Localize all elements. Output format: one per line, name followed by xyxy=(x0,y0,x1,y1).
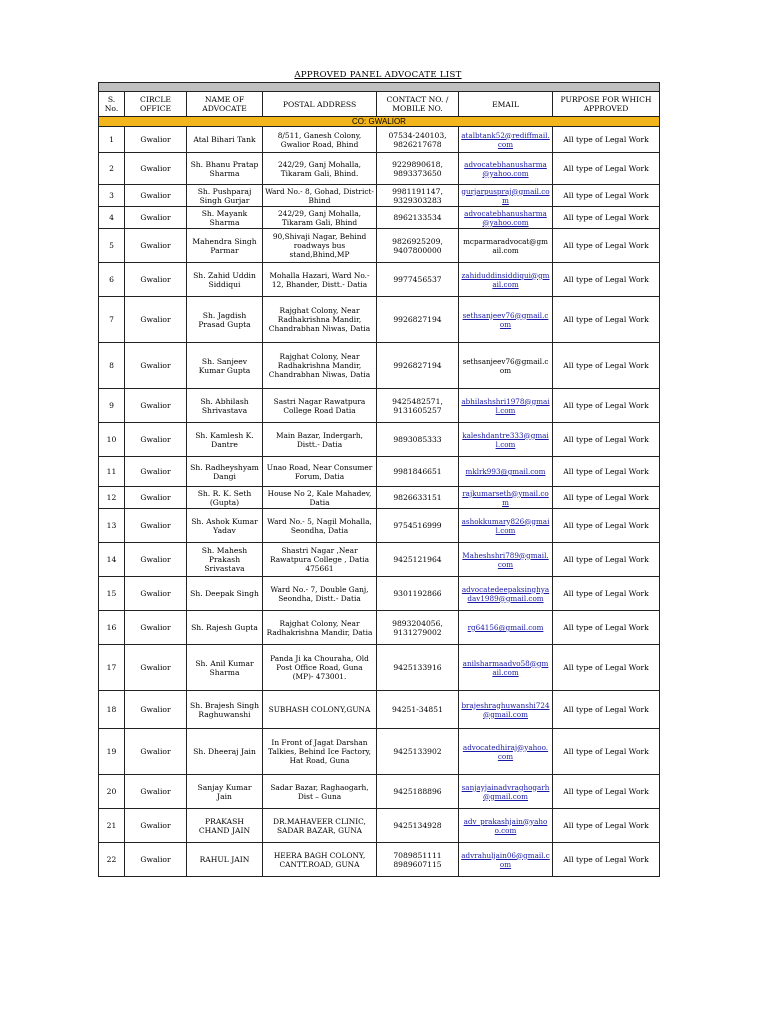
cell-contact: 9977456537 xyxy=(377,263,459,297)
table-row xyxy=(99,487,660,509)
cell-name: Sh. Rajesh Gupta xyxy=(187,611,263,645)
cell-name: Sh. Kamlesh K. Dantre xyxy=(187,423,263,457)
cell-address: Ward No.- 5, Nagil Mohalla, Seondha, Datia xyxy=(263,509,377,543)
cell-email[interactable]: rajkumarseth@ymail.com xyxy=(459,487,553,509)
cell-sno: 17 xyxy=(99,645,125,691)
cell-email[interactable]: zahiduddinsiddiqui@gmail.com xyxy=(459,263,553,297)
table-row xyxy=(99,153,660,185)
cell-address: 90,Shivaji Nagar, Behind roadways bus stand,Bhind,MP xyxy=(263,229,377,263)
cell-address: 242/29, Ganj Mohalla, Tikaram Gali, Bhind. xyxy=(263,153,377,185)
cell-sno: 6 xyxy=(99,263,125,297)
cell-purpose: All type of Legal Work xyxy=(553,343,660,389)
table-row xyxy=(99,207,660,229)
table-row xyxy=(99,457,660,487)
header-circle-office: CIRCLE OFFICE xyxy=(125,92,187,117)
cell-contact: 9926827194 xyxy=(377,297,459,343)
cell-contact: 9425134928 xyxy=(377,809,459,843)
header-purpose: PURPOSE FOR WHICH APPROVED xyxy=(553,92,660,117)
cell-name: Sh. Anil Kumar Sharma xyxy=(187,645,263,691)
cell-office: Gwalior xyxy=(125,153,187,185)
cell-email: mcparmaradvocat@gmail.com xyxy=(459,229,553,263)
table-row xyxy=(99,423,660,457)
table-row xyxy=(99,389,660,423)
cell-contact: 8962133534 xyxy=(377,207,459,229)
table-row xyxy=(99,509,660,543)
cell-purpose: All type of Legal Work xyxy=(553,153,660,185)
cell-office: Gwalior xyxy=(125,645,187,691)
cell-address: Unao Road, Near Consumer Forum, Datia xyxy=(263,457,377,487)
cell-contact: 9301192866 xyxy=(377,577,459,611)
cell-sno: 7 xyxy=(99,297,125,343)
cell-office: Gwalior xyxy=(125,185,187,207)
cell-purpose: All type of Legal Work xyxy=(553,127,660,153)
cell-name: Sh. Mayank Sharma xyxy=(187,207,263,229)
cell-sno: 13 xyxy=(99,509,125,543)
header-address: POSTAL ADDRESS xyxy=(263,92,377,117)
cell-contact: 07534-240103, 9826217678 xyxy=(377,127,459,153)
cell-sno: 5 xyxy=(99,229,125,263)
header-sno: S. No. xyxy=(99,92,125,117)
header-name: NAME OF ADVOCATE xyxy=(187,92,263,117)
table-row xyxy=(99,729,660,775)
cell-purpose: All type of Legal Work xyxy=(553,729,660,775)
cell-contact: 9229890618, 9893373650 xyxy=(377,153,459,185)
cell-email[interactable]: rg64156@gmail.com xyxy=(459,611,553,645)
cell-sno: 12 xyxy=(99,487,125,509)
cell-office: Gwalior xyxy=(125,775,187,809)
cell-email[interactable]: mklrk993@gmail.com xyxy=(459,457,553,487)
cell-purpose: All type of Legal Work xyxy=(553,457,660,487)
cell-name: Sh. Radheyshyam Dangi xyxy=(187,457,263,487)
cell-sno: 9 xyxy=(99,389,125,423)
cell-email[interactable]: kaleshdantre333@gmail.com xyxy=(459,423,553,457)
cell-sno: 18 xyxy=(99,691,125,729)
cell-address: HEERA BAGH COLONY, CANTT.ROAD, GUNA xyxy=(263,843,377,877)
cell-office: Gwalior xyxy=(125,543,187,577)
cell-sno: 4 xyxy=(99,207,125,229)
cell-office: Gwalior xyxy=(125,487,187,509)
cell-office: Gwalior xyxy=(125,577,187,611)
cell-purpose: All type of Legal Work xyxy=(553,229,660,263)
table-row xyxy=(99,809,660,843)
cell-address: Rajghat Colony, Near Radhakrishna Mandir, Datia xyxy=(263,611,377,645)
cell-sno: 19 xyxy=(99,729,125,775)
cell-office: Gwalior xyxy=(125,263,187,297)
cell-purpose: All type of Legal Work xyxy=(553,185,660,207)
table-row xyxy=(99,297,660,343)
cell-sno: 3 xyxy=(99,185,125,207)
cell-name: Sh. Ashok Kumar Yadav xyxy=(187,509,263,543)
cell-name: Sh. R. K. Seth (Gupta) xyxy=(187,487,263,509)
cell-contact: 9981191147, 9329303283 xyxy=(377,185,459,207)
header-band xyxy=(99,83,660,92)
cell-purpose: All type of Legal Work xyxy=(553,843,660,877)
table-row xyxy=(99,263,660,297)
cell-purpose: All type of Legal Work xyxy=(553,263,660,297)
cell-contact: 9425188896 xyxy=(377,775,459,809)
table-row xyxy=(99,577,660,611)
cell-purpose: All type of Legal Work xyxy=(553,691,660,729)
table-row xyxy=(99,843,660,877)
cell-name: Sh. Dheeraj Jain xyxy=(187,729,263,775)
cell-sno: 21 xyxy=(99,809,125,843)
cell-address: Main Bazar, Indergarh, Distt.- Datia xyxy=(263,423,377,457)
cell-name: Sh. Deepak Singh xyxy=(187,577,263,611)
table-body xyxy=(99,83,660,877)
cell-purpose: All type of Legal Work xyxy=(553,509,660,543)
cell-contact: 7089851111 8989607115 xyxy=(377,843,459,877)
cell-address: Ward No.- 8, Gohad, District- Bhind xyxy=(263,185,377,207)
cell-address: Sastri Nagar Rawatpura College Road Datia xyxy=(263,389,377,423)
table-row xyxy=(99,691,660,729)
cell-address: Rajghat Colony, Near Radhakrishna Mandir, Chandrabhan Niwas, Datia xyxy=(263,343,377,389)
cell-contact: 9826633151 xyxy=(377,487,459,509)
cell-name: RAHUL JAIN xyxy=(187,843,263,877)
cell-purpose: All type of Legal Work xyxy=(553,207,660,229)
cell-name: Sh. Abhilash Shrivastava xyxy=(187,389,263,423)
cell-name: PRAKASH CHAND JAIN xyxy=(187,809,263,843)
cell-purpose: All type of Legal Work xyxy=(553,611,660,645)
cell-contact: 9981846651 xyxy=(377,457,459,487)
cell-sno: 8 xyxy=(99,343,125,389)
cell-name: Sh. Mahesh Prakash Srivastava xyxy=(187,543,263,577)
table-row xyxy=(99,185,660,207)
cell-sno: 2 xyxy=(99,153,125,185)
cell-email[interactable]: sanjayjainadvraghogarh@gmail.com xyxy=(459,775,553,809)
cell-contact: 94251-34851 xyxy=(377,691,459,729)
cell-email[interactable]: Maheshshri789@gmail.com xyxy=(459,543,553,577)
cell-name: Sh. Bhanu Pratap Sharma xyxy=(187,153,263,185)
cell-sno: 16 xyxy=(99,611,125,645)
cell-office: Gwalior xyxy=(125,343,187,389)
cell-purpose: All type of Legal Work xyxy=(553,487,660,509)
cell-purpose: All type of Legal Work xyxy=(553,577,660,611)
advocate-table xyxy=(98,82,660,877)
cell-address: DR.MAHAVEER CLINIC, SADAR BAZAR, GUNA xyxy=(263,809,377,843)
cell-contact: 9926827194 xyxy=(377,343,459,389)
cell-name: Mahendra Singh Parmar xyxy=(187,229,263,263)
cell-office: Gwalior xyxy=(125,229,187,263)
cell-name: Sh. Brajesh Singh Raghuwanshi xyxy=(187,691,263,729)
table-row xyxy=(99,775,660,809)
cell-address: 242/29, Ganj Mohalla, Tikaram Gali, Bhind xyxy=(263,207,377,229)
cell-office: Gwalior xyxy=(125,207,187,229)
cell-purpose: All type of Legal Work xyxy=(553,543,660,577)
cell-contact: 9826925209, 9407800000 xyxy=(377,229,459,263)
cell-name: Sanjay Kumar Jain xyxy=(187,775,263,809)
cell-contact: 9425482571, 9131605257 xyxy=(377,389,459,423)
cell-name: Sh. Sanjeev Kumar Gupta xyxy=(187,343,263,389)
header-email: EMAIL xyxy=(459,92,553,117)
table-row xyxy=(99,229,660,263)
cell-address: Ward No.- 7, Double Ganj, Seondha, Distt.- Datia xyxy=(263,577,377,611)
cell-email[interactable]: advocatedeepaksinghyadav1989@gmail.com xyxy=(459,577,553,611)
cell-email[interactable]: anilsharmaadvo58@gmail.com xyxy=(459,645,553,691)
cell-address: Rajghat Colony, Near Radhakrishna Mandir, Chandrabhan Niwas, Datia xyxy=(263,297,377,343)
cell-name: Atal Bihari Tank xyxy=(187,127,263,153)
header-contact: CONTACT NO. / MOBILE NO. xyxy=(377,92,459,117)
cell-email[interactable]: ashokkumary826@gmail.com xyxy=(459,509,553,543)
cell-purpose: All type of Legal Work xyxy=(553,389,660,423)
cell-office: Gwalior xyxy=(125,297,187,343)
cell-purpose: All type of Legal Work xyxy=(553,809,660,843)
cell-contact: 9754516999 xyxy=(377,509,459,543)
cell-name: Sh. Pushparaj Singh Gurjar xyxy=(187,185,263,207)
cell-purpose: All type of Legal Work xyxy=(553,645,660,691)
cell-contact: 9425121964 xyxy=(377,543,459,577)
cell-office: Gwalior xyxy=(125,691,187,729)
cell-contact: 9425133902 xyxy=(377,729,459,775)
cell-sno: 20 xyxy=(99,775,125,809)
cell-address: House No 2, Kale Mahadev, Datia xyxy=(263,487,377,509)
cell-sno: 11 xyxy=(99,457,125,487)
cell-address: Mohalla Hazari, Ward No.- 12, Bhander, Distt.- Datia xyxy=(263,263,377,297)
cell-address: 8/511, Ganesh Colony, Gwalior Road, Bhind xyxy=(263,127,377,153)
cell-address: SUBHASH COLONY,GUNA xyxy=(263,691,377,729)
cell-email[interactable]: advocatebhanusharma@yahoo.com xyxy=(459,153,553,185)
cell-email[interactable]: abhilashshri1978@gmail.com xyxy=(459,389,553,423)
table-header-row xyxy=(99,92,660,117)
cell-office: Gwalior xyxy=(125,509,187,543)
cell-name: Sh. Zahid Uddin Siddiqui xyxy=(187,263,263,297)
header-band-cell xyxy=(99,83,660,92)
cell-office: Gwalior xyxy=(125,457,187,487)
cell-contact: 9893085333 xyxy=(377,423,459,457)
cell-purpose: All type of Legal Work xyxy=(553,297,660,343)
cell-email[interactable]: atalbtank52@rediffmail.com xyxy=(459,127,553,153)
cell-office: Gwalior xyxy=(125,611,187,645)
cell-email[interactable]: advrahuljain06@gmail.com xyxy=(459,843,553,877)
cell-contact: 9425133916 xyxy=(377,645,459,691)
cell-email[interactable]: brajeshraghuwanshi724@gmail.com xyxy=(459,691,553,729)
cell-office: Gwalior xyxy=(125,843,187,877)
cell-address: Panda Ji ka Chouraha, Old Post Office Road, Guna (MP)- 473001. xyxy=(263,645,377,691)
table-row xyxy=(99,343,660,389)
cell-sno: 14 xyxy=(99,543,125,577)
cell-email[interactable]: sethsanjeev76@gmail.com xyxy=(459,297,553,343)
cell-office: Gwalior xyxy=(125,389,187,423)
cell-office: Gwalior xyxy=(125,423,187,457)
cell-sno: 10 xyxy=(99,423,125,457)
cell-email[interactable]: advocatedhiraj@yahoo.com xyxy=(459,729,553,775)
table-row xyxy=(99,611,660,645)
cell-email[interactable]: gurjarpuspraj@gmail.com xyxy=(459,185,553,207)
cell-name: Sh. Jagdish Prasad Gupta xyxy=(187,297,263,343)
cell-sno: 15 xyxy=(99,577,125,611)
table-row xyxy=(99,543,660,577)
table-row xyxy=(99,645,660,691)
cell-office: Gwalior xyxy=(125,729,187,775)
cell-email[interactable]: adv_prakashjain@yahoo.com xyxy=(459,809,553,843)
cell-email: sethsanjeev76@gmail.com xyxy=(459,343,553,389)
cell-address: In Front of Jagat Darshan Talkies, Behind Ice Factory, Hat Road, Guna xyxy=(263,729,377,775)
page-title: APPROVED PANEL ADVOCATE LIST xyxy=(294,70,462,80)
table-row xyxy=(99,127,660,153)
cell-contact: 9893204056, 9131279002 xyxy=(377,611,459,645)
cell-sno: 22 xyxy=(99,843,125,877)
cell-office: Gwalior xyxy=(125,127,187,153)
cell-purpose: All type of Legal Work xyxy=(553,775,660,809)
circle-office-label: CO: GWALIOR xyxy=(99,117,660,127)
circle-office-row xyxy=(99,117,660,127)
cell-office: Gwalior xyxy=(125,809,187,843)
cell-address: Sadar Bazar, Raghaogarh, Dist – Guna xyxy=(263,775,377,809)
cell-address: Shastri Nagar ,Near Rawatpura College , Datia 475661 xyxy=(263,543,377,577)
cell-purpose: All type of Legal Work xyxy=(553,423,660,457)
cell-email[interactable]: advocatebhanusharma@yahoo.com xyxy=(459,207,553,229)
cell-sno: 1 xyxy=(99,127,125,153)
